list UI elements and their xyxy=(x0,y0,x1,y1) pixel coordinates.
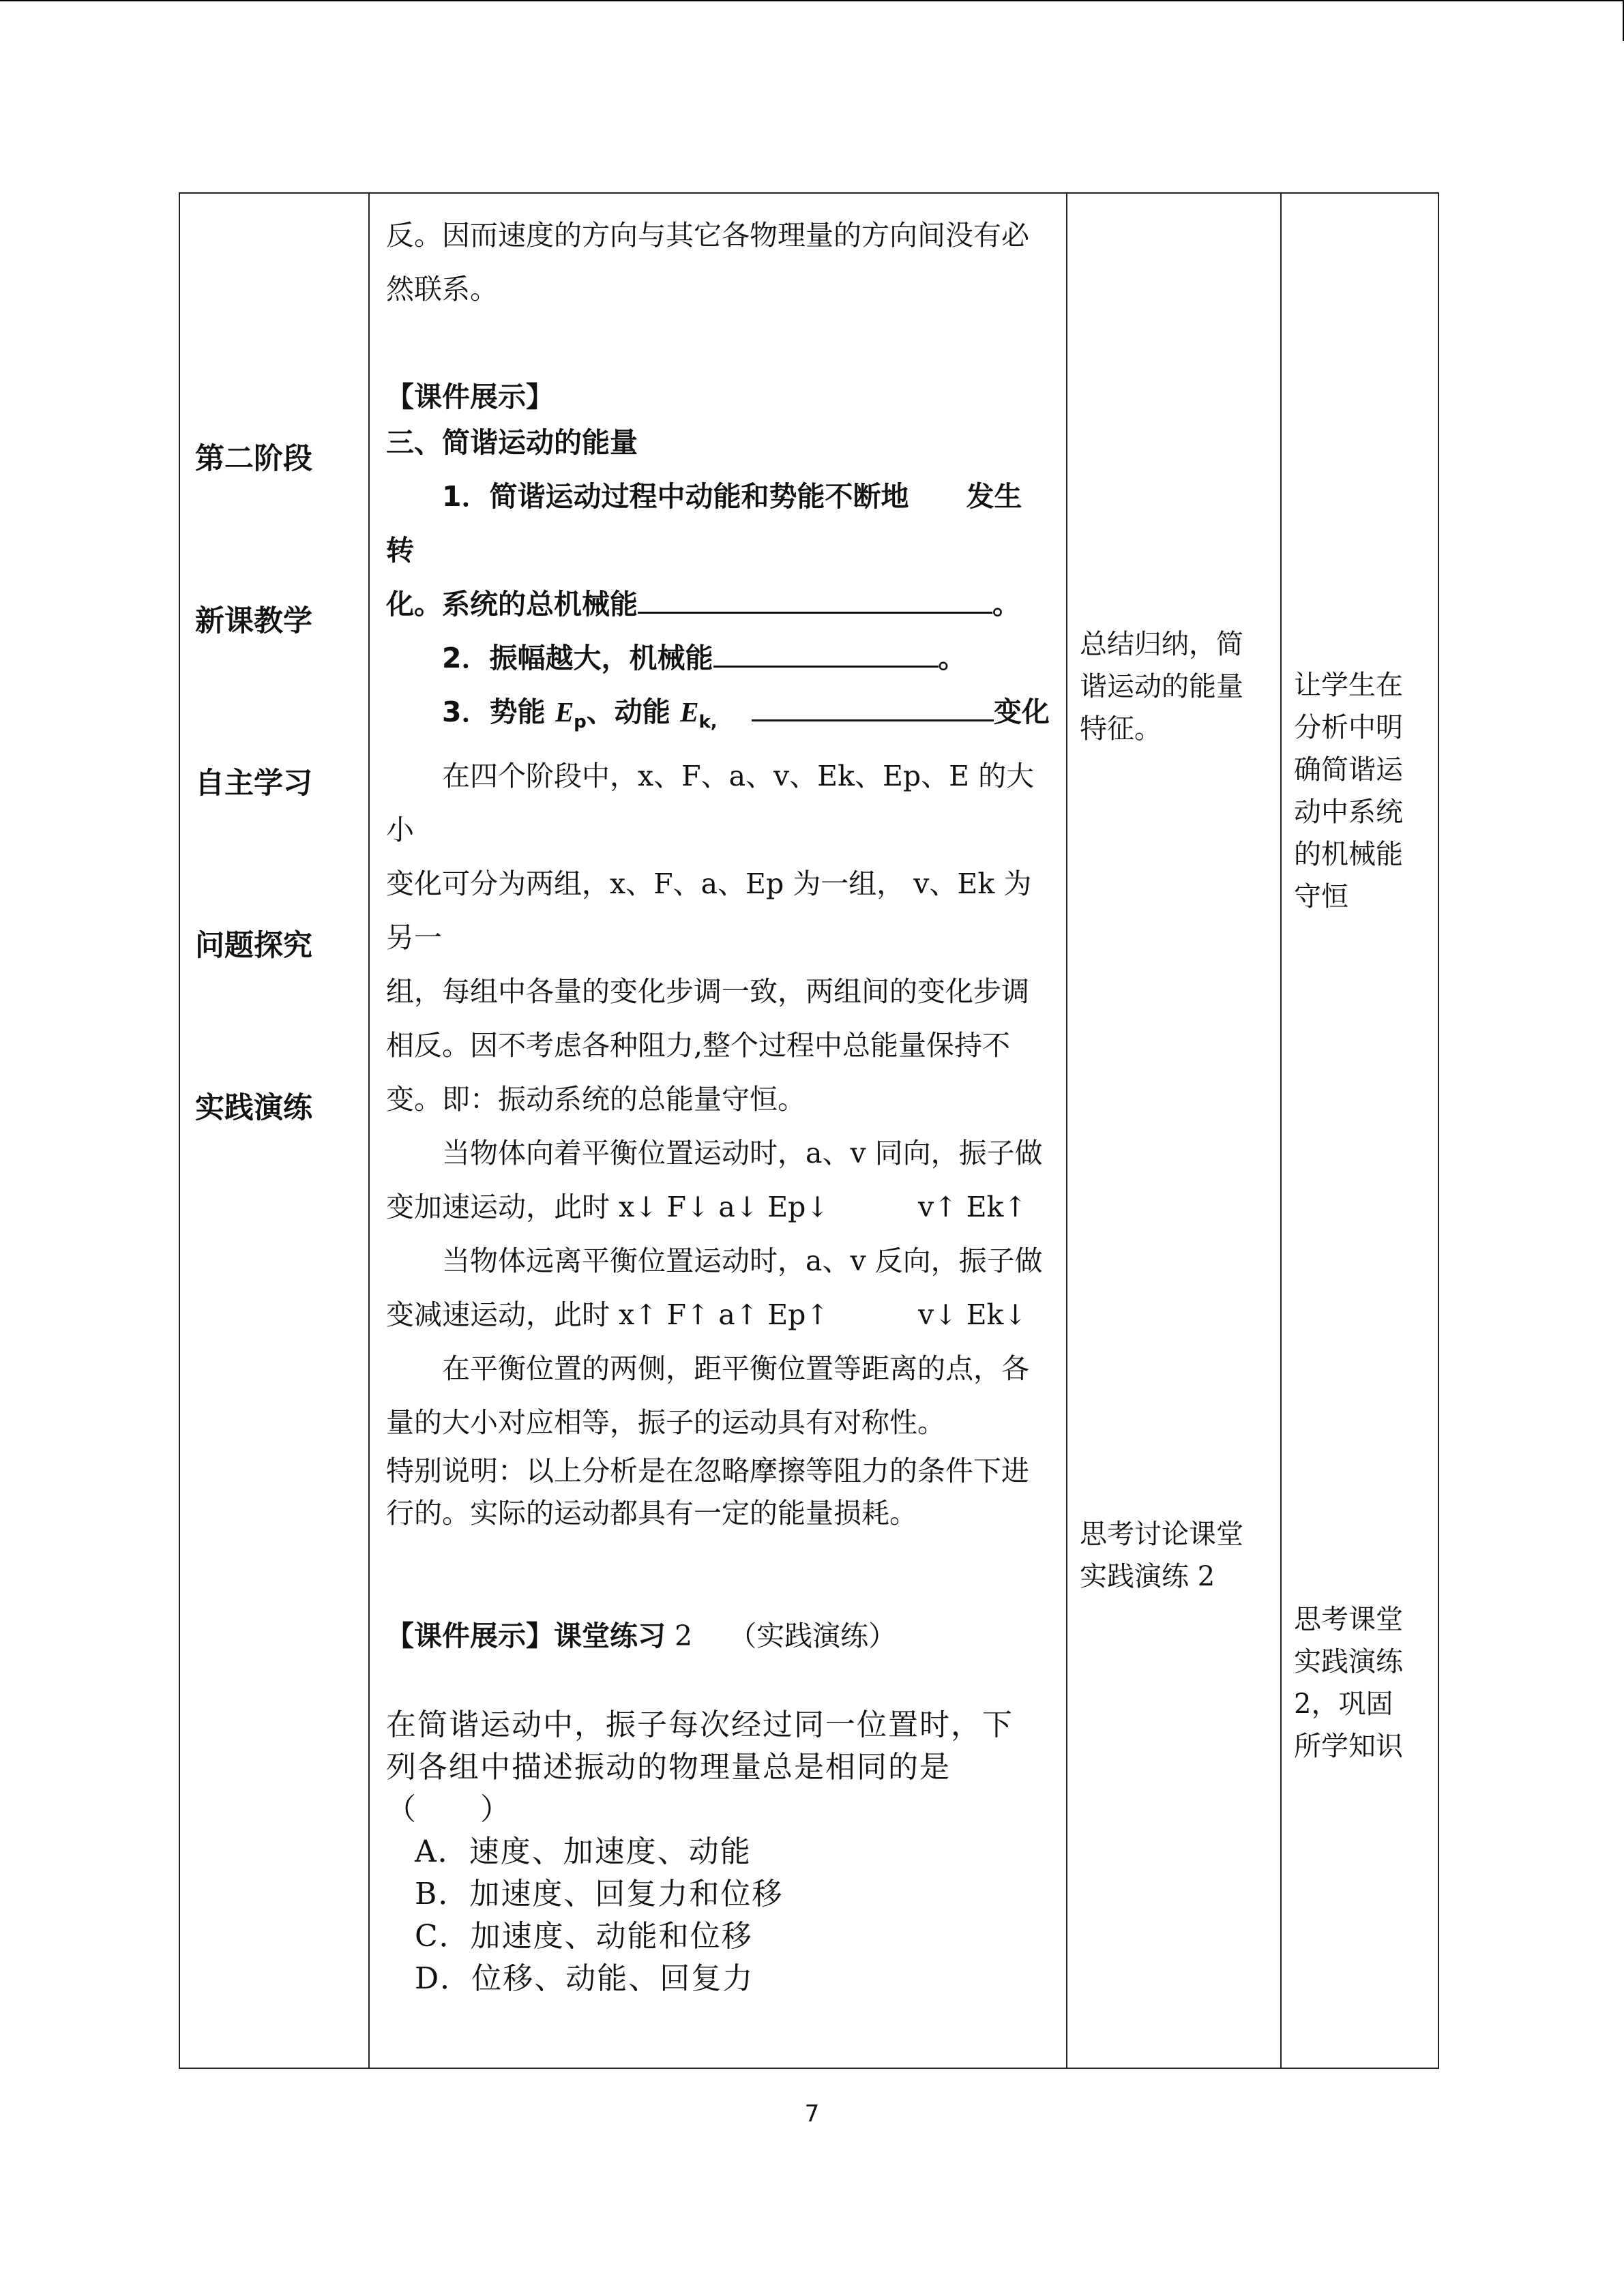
intro-line: 然联系。 xyxy=(386,273,498,305)
intro-line: 反。因而速度的方向与其它各物理量的方向间没有必 xyxy=(386,219,1029,252)
paragraph-line: 量的大小对应相等，振子的运动具有对称性。 xyxy=(386,1406,945,1440)
paragraph-line: 变。即：振动系统的总能量守恒。 xyxy=(386,1083,806,1116)
fill-blank xyxy=(713,638,939,668)
point-1-cont: 化。系统的总机械能 。 xyxy=(386,578,1050,631)
exercise-heading: 【课件展示】课堂练习 2 （实践演练） xyxy=(386,1620,897,1653)
point-2: 2．振幅越大，机械能 。 xyxy=(386,631,1050,685)
stage-label: 第二阶段 xyxy=(195,442,312,476)
point-3: 3．势能 $E_p$、动能 $E_{k,}$ 变化 xyxy=(386,685,1050,749)
top-border-line xyxy=(0,0,1624,1)
design-intent-1: 让学生在 分析中明 确简谐运 动中系统 的机械能 守恒 xyxy=(1294,670,1403,912)
exercise-question: 在简谐运动中，振子每次经过同一位置时，下 列各组中描述振动的物理量总是相同的是 （ ） A．速度、加速度、动能 B．加速度、回复力和位移 C．加速度、动能和位移 D．位移、动能、回复力 xyxy=(386,1704,1050,2000)
paragraph-line: 组，每组中各量的变化步调一致，两组间的变化步调 xyxy=(386,975,1029,1009)
paragraph-line: 变加速运动，此时 x↓ F↓ a↓ Ep↓ v↑ Ek↑ xyxy=(386,1191,1027,1224)
paragraph-line: 在平衡位置的两侧，距平衡位置等距离的点，各 xyxy=(442,1352,1029,1386)
fill-blank xyxy=(752,692,994,721)
table-row xyxy=(179,193,1438,2068)
design-intent-column xyxy=(1281,193,1438,2068)
option-a: A．速度、加速度、动能 xyxy=(415,1834,752,1870)
paragraph-line: 在四个阶段中，x、F、a、v、Ek、Ep、E 的大小 xyxy=(386,760,1035,847)
student-activity-2: 思考讨论课堂 实践演练 2 xyxy=(1080,1519,1243,1592)
page-number: 7 xyxy=(804,2100,820,2128)
paragraph-line: 当物体远离平衡位置运动时，a、v 反向，振子做 xyxy=(442,1244,1043,1278)
stage-column xyxy=(179,193,369,2068)
section-title: 三、简谐运动的能量 xyxy=(386,426,638,459)
stage-label: 问题探究 xyxy=(195,929,312,963)
lesson-plan-table xyxy=(179,192,1439,2069)
fill-blank xyxy=(638,584,992,614)
teaching-content-column xyxy=(369,193,1067,2068)
courseware-tag: 【课件展示】 xyxy=(386,381,554,413)
stage-label: 实践演练 xyxy=(195,1091,312,1125)
option-d: D．位移、动能、回复力 xyxy=(415,1961,754,1997)
student-activity-column xyxy=(1067,193,1281,2068)
paragraph-line: 行的。实际的运动都具有一定的能量损耗。 xyxy=(386,1497,917,1530)
stage-label: 新课教学 xyxy=(195,604,312,638)
option-c: C．加速度、动能和位移 xyxy=(415,1919,753,1954)
paragraph-line: 变化可分为两组，x、F、a、Ep 为一组， v、Ek 为另一 xyxy=(386,867,1032,955)
paragraph-line: 相反。因不考虑各种阻力,整个过程中总能量保持不 xyxy=(386,1029,1011,1062)
paragraph-line: 变减速运动，此时 x↑ F↑ a↑ Ep↑ v↓ Ek↓ xyxy=(386,1298,1027,1332)
student-activity-1: 总结归纳，简 谐运动的能量 特征。 xyxy=(1080,629,1243,745)
paragraph-line: 特别说明：以上分析是在忽略摩擦等阻力的条件下进 xyxy=(386,1455,1029,1488)
paragraph-line: 当物体向着平衡位置运动时，a、v 同向，振子做 xyxy=(442,1137,1043,1170)
design-intent-2: 思考课堂 实践演练 2，巩固 所学知识 xyxy=(1294,1604,1403,1762)
stage-label: 自主学习 xyxy=(195,766,312,801)
point-1: 1．简谐运动过程中动能和势能不断地 发生转 xyxy=(386,480,1022,567)
option-b: B．加速度、回复力和位移 xyxy=(415,1877,784,1912)
